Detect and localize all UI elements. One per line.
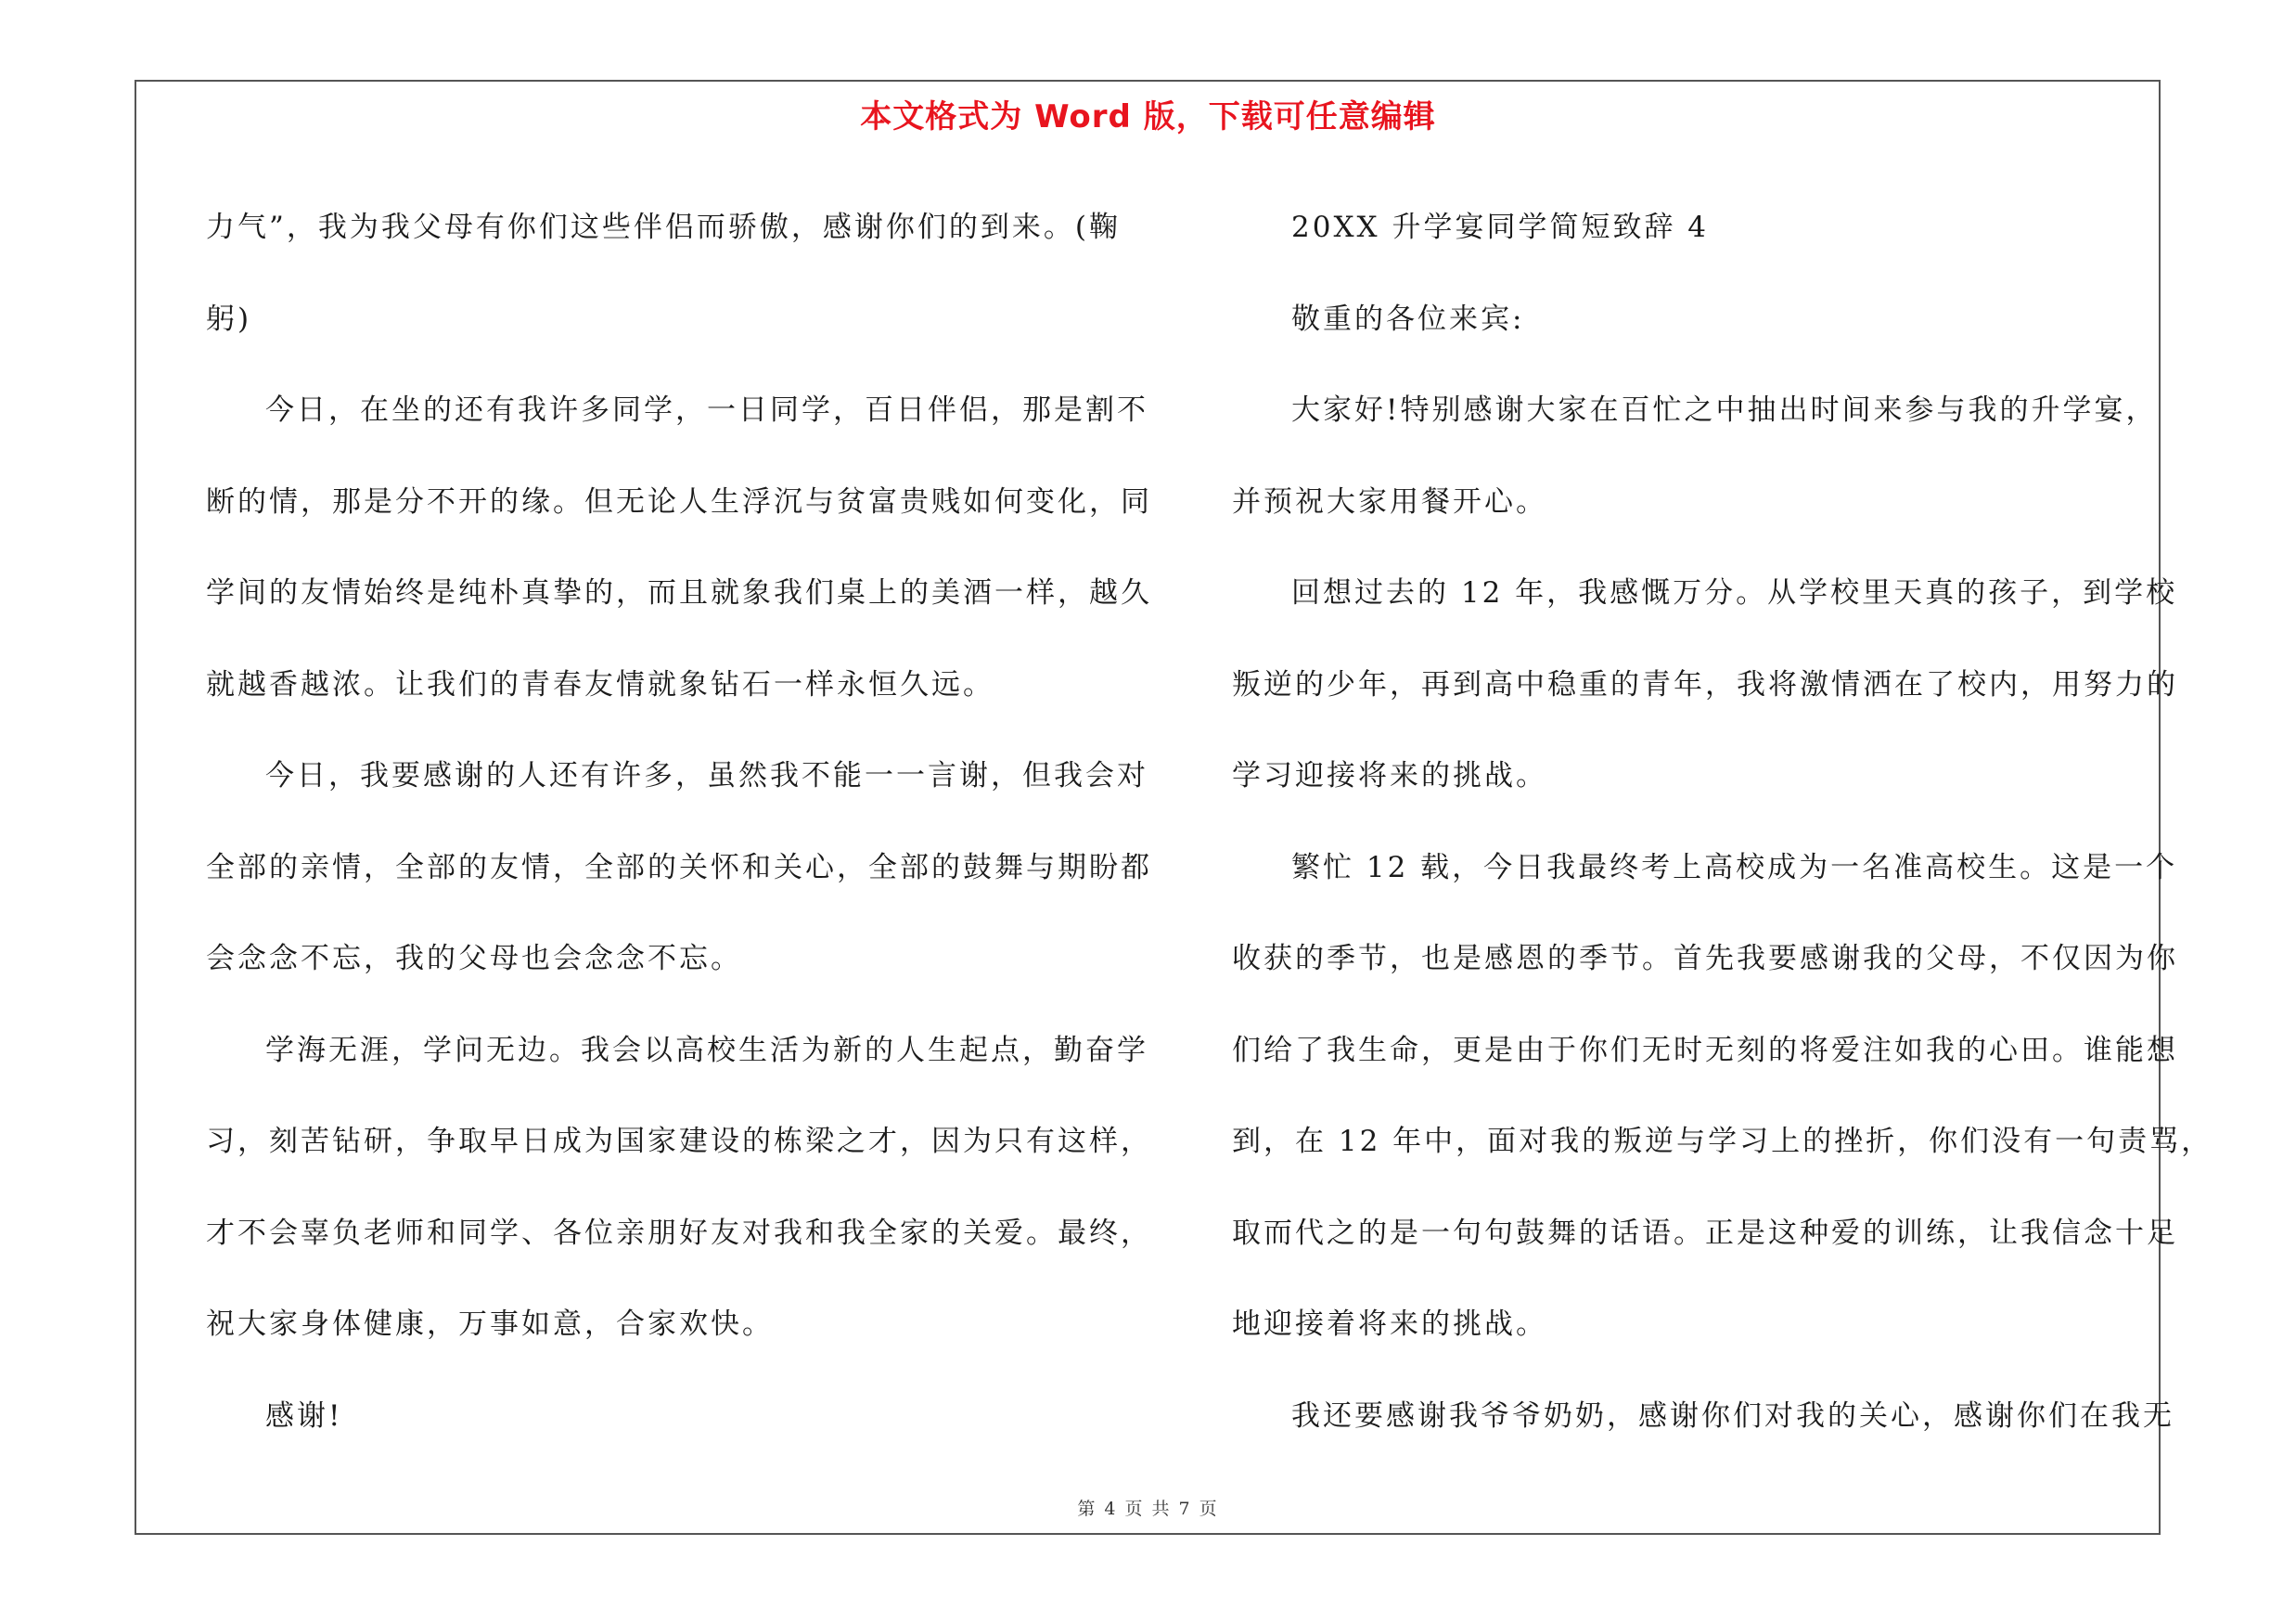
text-line: 学间的友情始终是纯朴真挚的，而且就象我们桌上的美酒一样，越久 [206,576,1152,610]
text-line: 敬重的各位来宾: [1291,302,1525,336]
text-line: 地迎接着将来的挑战。 [1232,1307,1547,1341]
text-line: 力气”，我为我父母有你们这些伴侣而骄傲，感谢你们的到来。(鞠 [206,211,1121,244]
text-line: 才不会辜负老师和同学、各位亲朋好友对我和我全家的关爱。最终， [206,1216,1152,1250]
text-line: 并预祝大家用餐开心。 [1232,484,1547,519]
text-line: 到，在 12 年中，面对我的叛逆与学习上的挫折，你们没有一句责骂， [1232,1125,2213,1158]
text-line: 全部的亲情，全部的友情，全部的关怀和关心，全部的鼓舞与期盼都 [206,850,1152,884]
right-column [1232,182,2213,1462]
text-line: 收获的季节，也是感恩的季节。首先我要感谢我的父母，不仅因为你 [1232,942,2178,975]
text-line: 今日，在坐的还有我许多同学，一日同学，百日伴侣，那是割不 [265,393,1148,427]
format-banner: 本文格式为 Word 版，下载可任意编辑 [860,98,1436,135]
text-line: 叛逆的少年，再到高中稳重的青年，我将激情洒在了校内，用努力的 [1232,667,2178,702]
text-line: 祝大家身体健康，万事如意，合家欢快。 [206,1307,774,1341]
section-heading: 20XX 升学宴同学简短致辞 4 [1291,211,1710,244]
text-line: 学海无涯，学问无边。我会以高校生活为新的人生起点，勤奋学 [265,1033,1148,1067]
text-line: 取而代之的是一句句鼓舞的话语。正是这种爱的训练，让我信念十足 [1232,1216,2178,1250]
text-line: 今日，我要感谢的人还有许多，虽然我不能一一言谢，但我会对 [265,759,1148,792]
text-line: 大家好!特别感谢大家在百忙之中抽出时间来参与我的升学宴， [1291,393,2158,427]
text-line: 就越香越浓。让我们的青春友情就象钻石一样永恒久远。 [206,667,994,702]
text-line: 们给了我生命，更是由于你们无时无刻的将爱注如我的心田。谁能想 [1232,1033,2178,1067]
text-line: 断的情，那是分不开的缘。但无论人生浮沉与贫富贵贱如何变化，同 [206,484,1152,519]
text-line: 躬) [206,302,252,336]
text-line: 繁忙 12 载，今日我最终考上高校成为一名准高校生。这是一个 [1291,850,2178,884]
text-line: 感谢! [265,1398,343,1433]
text-line: 学习迎接将来的挑战。 [1232,759,1547,792]
text-line: 会念念不忘，我的父母也会念念不忘。 [206,942,742,975]
text-line: 习，刻苦钻研，争取早日成为国家建设的栋梁之才，因为只有这样， [206,1125,1152,1158]
text-line: 我还要感谢我爷爷奶奶，感谢你们对我的关心，感谢你们在我无 [1291,1398,2174,1433]
left-column [206,182,1152,1462]
text-line: 回想过去的 12 年，我感慨万分。从学校里天真的孩子，到学校 [1291,576,2178,610]
page-number-footer: 第 4 页 共 7 页 [1077,1499,1219,1519]
